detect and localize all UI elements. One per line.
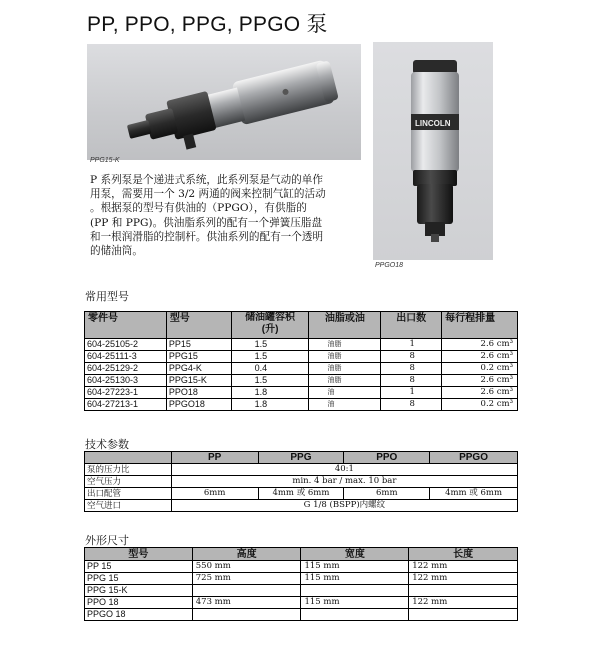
- model: PP 15: [85, 561, 193, 573]
- volume: 1.8: [231, 387, 309, 399]
- width: 115 mm: [301, 561, 409, 573]
- part-number: 604-25111-3: [85, 351, 167, 363]
- stroke-output: 0.2 cm³: [442, 363, 518, 375]
- pressure-ratio-label: 泵的压力比: [85, 464, 172, 476]
- photo-caption-left: PPG15-K: [90, 157, 120, 164]
- model: PPG15: [166, 351, 231, 363]
- stroke-output: 2.6 cm³: [442, 387, 518, 399]
- description-line: 和一根润滑脂的控制杆。供油系列的配有一个透明: [90, 230, 324, 243]
- length: 122 mm: [409, 597, 518, 609]
- photo-caption-right: PPGO18: [375, 262, 404, 269]
- table-row: [85, 488, 518, 500]
- table-row: [85, 375, 518, 387]
- description-text: [90, 173, 358, 258]
- width: [301, 609, 409, 621]
- models-heading: 常用型号: [85, 291, 129, 303]
- dimensions-heading: 外形尺寸: [85, 535, 129, 547]
- outlet-pipe-pp: 6mm: [171, 488, 258, 500]
- air-inlet-label: 空气进口: [85, 500, 172, 512]
- volume: 1.5: [231, 339, 309, 351]
- col-length: 长度: [409, 548, 518, 561]
- volume: 1.5: [231, 351, 309, 363]
- length: [409, 609, 518, 621]
- air-pressure-label: 空气压力: [85, 476, 172, 488]
- length: 122 mm: [409, 573, 518, 585]
- stroke-output: 0.2 cm³: [442, 399, 518, 411]
- col-reservoir-volume: [231, 312, 309, 339]
- table-row: [85, 399, 518, 411]
- table-row: [85, 476, 518, 488]
- table-row: [85, 464, 518, 476]
- pump-brand-label: LINCOLN: [415, 119, 451, 128]
- col-width: 宽度: [301, 548, 409, 561]
- part-number: 604-27223-1: [85, 387, 167, 399]
- height: [192, 609, 301, 621]
- description-line: 用泵，需要用一个 3/2 两通的阀来控制气缸的活动: [90, 188, 326, 201]
- model: PPG15-K: [166, 375, 231, 387]
- outlets: 8: [381, 363, 442, 375]
- height: 550 mm: [192, 561, 301, 573]
- stroke-output: 2.6 cm³: [442, 339, 518, 351]
- height: 473 mm: [192, 597, 301, 609]
- models-table: [84, 311, 518, 411]
- model: PPGO18: [166, 399, 231, 411]
- table-header-row: [85, 548, 518, 561]
- table-row: [85, 573, 518, 585]
- volume: 1.8: [231, 399, 309, 411]
- height: [192, 585, 301, 597]
- table-row: [85, 363, 518, 375]
- outlet-pipe-label: 出口配管: [85, 488, 172, 500]
- stroke-output: 2.6 cm³: [442, 375, 518, 387]
- col-stroke-output: 每行程排量: [442, 312, 518, 339]
- model: PPO18: [166, 387, 231, 399]
- col-medium: 油脂或油: [309, 312, 381, 339]
- width: 115 mm: [301, 573, 409, 585]
- table-header-row: [85, 452, 518, 464]
- medium: 油脂: [309, 351, 381, 363]
- part-number: 604-27213-1: [85, 399, 167, 411]
- outlets: 8: [381, 399, 442, 411]
- col-model: 型号: [85, 548, 193, 561]
- medium: 油脂: [309, 375, 381, 387]
- dimensions-table: [84, 547, 518, 621]
- outlets: 8: [381, 351, 442, 363]
- pressure-ratio-value: 40:1: [171, 464, 517, 476]
- model: PPO 18: [85, 597, 193, 609]
- specs-table: [84, 451, 518, 512]
- volume: 1.5: [231, 375, 309, 387]
- col-ppgo: PPGO: [430, 452, 518, 464]
- medium: 油脂: [309, 363, 381, 375]
- pump-vertical-image: [373, 42, 493, 260]
- medium: 油: [309, 399, 381, 411]
- outlets: 1: [381, 387, 442, 399]
- col-pp: PP: [171, 452, 258, 464]
- col-reservoir-volume-line2: (升): [261, 324, 279, 335]
- table-row: [85, 561, 518, 573]
- width: 115 mm: [301, 597, 409, 609]
- col-ppg: PPG: [258, 452, 344, 464]
- col-ppo: PPO: [344, 452, 430, 464]
- col-model: 型号: [166, 312, 231, 339]
- part-number: 604-25130-3: [85, 375, 167, 387]
- outlet-pipe-ppgo: 4mm 或 6mm: [430, 488, 518, 500]
- length: 122 mm: [409, 561, 518, 573]
- air-inlet-value: G 1/8 (BSPP)内螺纹: [171, 500, 517, 512]
- outlets: 1: [381, 339, 442, 351]
- table-row: [85, 387, 518, 399]
- model: PPG 15-K: [85, 585, 193, 597]
- col-height: 高度: [192, 548, 301, 561]
- height: 725 mm: [192, 573, 301, 585]
- model: PP15: [166, 339, 231, 351]
- pump-horizontal-image: [87, 44, 361, 160]
- table-row: [85, 609, 518, 621]
- outlets: 8: [381, 375, 442, 387]
- specs-heading: 技术参数: [85, 439, 129, 451]
- table-row: [85, 585, 518, 597]
- model: PPG 15: [85, 573, 193, 585]
- specs-corner: [85, 452, 172, 464]
- part-number: 604-25105-2: [85, 339, 167, 351]
- col-outlets: 出口数: [381, 312, 442, 339]
- product-photo-ppg15k: [87, 44, 361, 160]
- page-title: PP, PPO, PPG, PPGO 泵: [87, 13, 328, 36]
- length: [409, 585, 518, 597]
- outlet-pipe-ppg: 4mm 或 6mm: [258, 488, 344, 500]
- description-line: 。根据泵的型号有供油的（PPGO），有供脂的: [90, 202, 307, 215]
- description-line: P 系列泵是个递进式系统，此系列泵是气动的单作: [90, 174, 323, 186]
- medium: 油: [309, 387, 381, 399]
- air-pressure-value: min. 4 bar / max. 10 bar: [171, 476, 517, 488]
- model: PPGO 18: [85, 609, 193, 621]
- volume: 0.4: [231, 363, 309, 375]
- outlet-pipe-ppo: 6mm: [344, 488, 430, 500]
- table-row: [85, 597, 518, 609]
- table-row: [85, 500, 518, 512]
- model: PPG4-K: [166, 363, 231, 375]
- table-row: [85, 339, 518, 351]
- description-line: 的储油筒。: [90, 245, 143, 258]
- table-row: [85, 351, 518, 363]
- width: [301, 585, 409, 597]
- description-line: (PP 和 PPG)。供油脂系列的配有一个弹簧压脂盘: [90, 216, 323, 229]
- product-photo-ppgo18: [373, 42, 493, 260]
- medium: 油脂: [309, 339, 381, 351]
- part-number: 604-25129-2: [85, 363, 167, 375]
- stroke-output: 2.6 cm³: [442, 351, 518, 363]
- table-header-row: [85, 312, 518, 339]
- col-reservoir-volume-line1: 储油罐容积: [245, 312, 296, 323]
- col-part-number: 零件号: [85, 312, 167, 339]
